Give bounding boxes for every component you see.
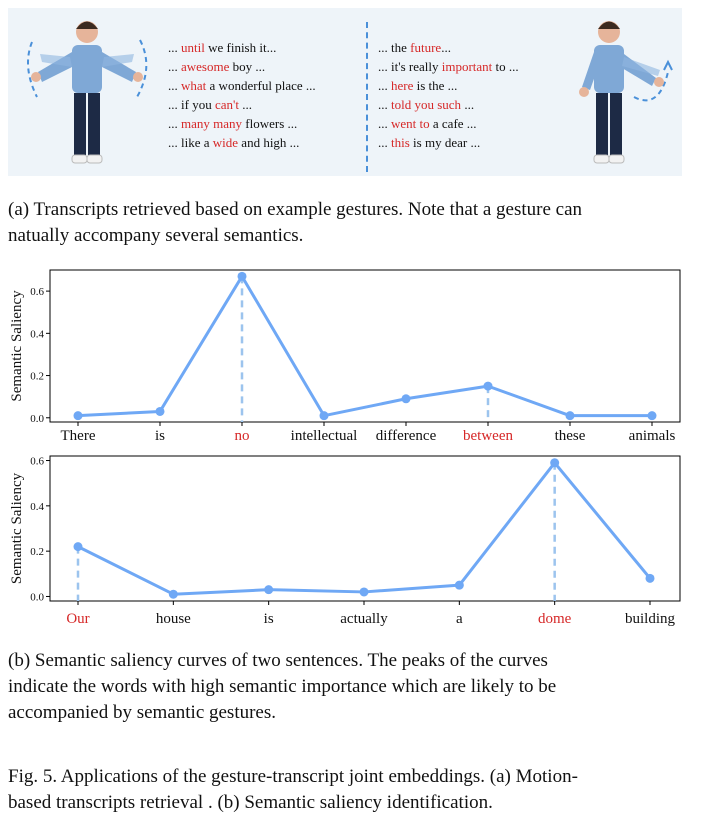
transcript-line: ... like a wide and high ... [168, 135, 300, 150]
chart-frame [50, 270, 680, 422]
caption-a-line: (a) Transcripts retrieved based on example gestures. Note that a gesture can [8, 199, 583, 220]
y-tick-label: 0.2 [30, 370, 44, 383]
x-tick-label: Our [66, 611, 90, 627]
y-axis-label: Semantic Saliency [9, 472, 25, 585]
caption-b [8, 648, 556, 726]
transcript-line: ... here is the ... [378, 78, 458, 93]
transcript-line: ... what a wonderful place ... [168, 78, 316, 93]
data-point [566, 411, 575, 420]
y-tick-label: 0.4 [30, 328, 44, 341]
transcript-line: ... if you can't ... [168, 97, 252, 112]
data-point [455, 581, 464, 590]
y-axis-label: Semantic Saliency [9, 290, 25, 402]
transcript-line: ... told you such ... [378, 97, 475, 112]
data-point [169, 590, 178, 599]
x-tick-label: is [263, 611, 274, 627]
caption-a-line: natually accompany several semantics. [8, 225, 304, 246]
x-tick-label: between [463, 428, 513, 444]
data-point [402, 394, 411, 403]
transcript-line: ... went to a cafe ... [378, 116, 477, 131]
data-point [360, 587, 369, 596]
retrieved-transcripts-right [378, 38, 519, 152]
x-tick-label: difference [375, 428, 437, 444]
caption-a [8, 197, 582, 249]
transcript-line: ... this is my dear ... [378, 135, 481, 150]
x-tick-label: animals [628, 428, 676, 444]
x-tick-label: There [60, 428, 96, 444]
saliency-line [78, 276, 652, 415]
y-tick-label: 0.6 [30, 455, 44, 468]
gesture-figure-left [12, 12, 162, 174]
caption-b-line: accompanied by semantic gestures. [8, 702, 277, 723]
x-tick-label: these [554, 428, 586, 444]
retrieved-transcripts-left [168, 38, 316, 152]
data-point [264, 585, 273, 594]
saliency-line [78, 463, 650, 594]
data-point [648, 411, 657, 420]
y-tick-label: 0.4 [30, 500, 44, 513]
x-tick-label: house [155, 611, 191, 627]
data-point [74, 542, 83, 551]
data-point [238, 272, 247, 281]
caption-b-line: (b) Semantic saliency curves of two sentences. The peaks of the curves [8, 650, 548, 671]
x-tick-label: building [624, 611, 676, 627]
y-tick-label: 0.6 [30, 286, 44, 299]
data-point [74, 411, 83, 420]
y-tick-label: 0.0 [30, 412, 44, 425]
panel-divider [366, 22, 368, 172]
x-tick-label: actually [340, 611, 388, 627]
saliency-chart-1 [0, 262, 706, 450]
figure-caption-line: Fig. 5. Applications of the gesture-transcript joint embeddings. (a) Motion- [8, 766, 578, 787]
retrieval-panel [8, 8, 682, 176]
x-tick-label: dome [538, 611, 572, 627]
data-point [550, 458, 559, 467]
transcript-line: ... many many flowers ... [168, 116, 298, 131]
transcript-line: ... until we finish it... [168, 40, 277, 55]
transcript-line: ... awesome boy ... [168, 59, 266, 74]
x-tick-label: a [455, 611, 463, 627]
saliency-chart-2 [0, 450, 706, 635]
x-tick-label: is [154, 428, 166, 444]
data-point [484, 382, 493, 391]
transcript-line: ... it's really important to ... [378, 59, 519, 74]
x-tick-label: no [234, 428, 250, 444]
y-tick-label: 0.0 [30, 591, 44, 604]
data-point [156, 407, 165, 416]
data-point [646, 574, 655, 583]
figure-caption [8, 764, 578, 816]
y-tick-label: 0.2 [30, 546, 44, 559]
transcript-line: ... the future... [378, 40, 451, 55]
x-tick-label: intellectual [290, 428, 358, 444]
figure-caption-line: based transcripts retrieval . (b) Semantic saliency identification. [8, 792, 493, 813]
data-point [320, 411, 329, 420]
caption-b-line: indicate the words with high semantic importance which are likely to be [8, 676, 557, 697]
gesture-figure-right [564, 12, 678, 174]
